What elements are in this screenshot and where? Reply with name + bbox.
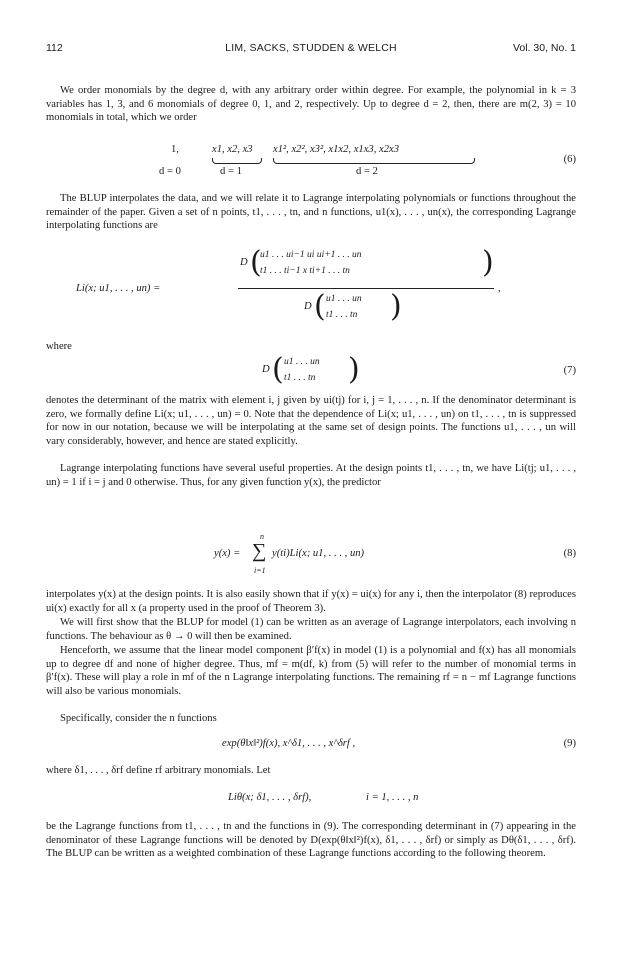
running-title: LIM, SACKS, STUDDEN & WELCH bbox=[225, 42, 397, 54]
eq6-group2: x1², x2², x3², x1x2, x1x3, x2x3 bbox=[273, 144, 400, 155]
equation-9 bbox=[46, 738, 576, 756]
eq6-label0: d = 0 bbox=[159, 166, 181, 177]
lagrange-comma: , bbox=[498, 283, 501, 294]
paragraph-henceforth: Henceforth, we assume that the linear model component β′f(x) in model (1) is a polynomial and f(x) has all monomials up to degree df and none of higher degree. Thus, mf = m(df, k) from (5) will refer to the number of monomial terms in β′f(x). These will play a role in mf of the n Lagrange interpolating functions. The remaining rf = n − mf Lagrange functions will also be various monomials. bbox=[46, 645, 576, 697]
page-header bbox=[46, 42, 576, 58]
lagrange-fraction-bar bbox=[238, 288, 494, 289]
equation-7: D ( u1 . . . un t1 . . . tn ) (7) bbox=[262, 352, 576, 387]
eq7-D: D bbox=[262, 364, 270, 375]
lagrange-lhs: Li(x; u1, . . . , un) = bbox=[76, 283, 161, 294]
paragraph-interpolates: interpolates y(x) at the design points. It is also easily shown that if y(x) = ui(x) for any i, then the interpolator (8) reproduces ui(x) exactly for all x (a property used in the proof of Theorem 3). bbox=[46, 589, 576, 614]
eq10-lhs: Liθ(x; δ1, . . . , δrf), bbox=[228, 792, 312, 803]
eq7-number: (7) bbox=[563, 365, 576, 376]
eq7-bot: t1 . . . tn bbox=[284, 373, 316, 383]
equation-lagrange-theta bbox=[46, 792, 576, 810]
equation-lagrange: Li(x; u1, . . . , un) = D ( u1 . . . ui−1 ui ui+1 . . . un t1 . . . ti−1 x ti+1 . . . tn ) D ( u1 . . . un t1 . . . tn ) , bbox=[76, 245, 501, 324]
equation-6 bbox=[46, 142, 576, 182]
eq8-lhs: y(x) = bbox=[214, 548, 241, 559]
lagrange-num-bot: t1 . . . ti−1 x ti+1 . . . tn bbox=[260, 266, 350, 276]
equation-8 bbox=[46, 532, 576, 578]
paragraph-theorem-intro: be the Lagrange functions from t1, . . . , tn and the functions in (9). The corresponding determinant in (7) appearing in the denominator of these Lagrange functions will be denoted by D(exp(θ‖x‖²)f(x), δ1, . . . , δrf) or simply as Dθ(δ1, . . . , δrf). The BLUP can be written as a weighted combination of these Lagrange functions according to the following theorem. bbox=[46, 821, 576, 860]
eq6-label1: d = 1 bbox=[220, 166, 242, 177]
lagrange-den-D: D bbox=[304, 301, 312, 312]
lagrange-num-D: D bbox=[240, 257, 248, 268]
paragraph-monomial-order: We order monomials by the degree d, with any arbitrary order within degree. For example, the polynomial in k = 3 variables has 1, 3, and 6 monomials of degree 0, 1, and 2, respectively. Up to degree d = 2, then, there are m(2, 3) = 10 monomials in total, which we order bbox=[46, 85, 576, 124]
volume-issue: Vol. 30, No. 1 bbox=[512, 42, 576, 54]
eq7-top: u1 . . . un bbox=[284, 357, 320, 367]
page-number: 112 bbox=[46, 42, 63, 54]
eq8-rhs: y(ti)Li(x; u1, . . . , un) bbox=[272, 548, 365, 559]
eq6-group0: 1, bbox=[171, 144, 179, 155]
paragraph-specifically: Specifically, consider the n functions bbox=[60, 713, 217, 724]
eq8-number: (8) bbox=[563, 548, 576, 559]
lagrange-num-top: u1 . . . ui−1 ui ui+1 . . . un bbox=[260, 250, 362, 260]
eq8-sum-top: n bbox=[260, 532, 264, 541]
eq9-body: exp(θ‖x‖²)f(x), x^δ1, . . . , x^δrf , bbox=[222, 738, 356, 749]
paragraph-blup-lagrange: The BLUP interpolates the data, and we will relate it to Lagrange interpolating polynomials or functions throughout the remainder of the paper. Given a set of n points, t1, . . . , tn, and n functions, u1(x), . . . , un(x), the corresponding Lagrange interpolating functions are bbox=[46, 193, 576, 232]
eq8-sum-bot: i=1 bbox=[254, 566, 266, 575]
eq10-range: i = 1, . . . , n bbox=[366, 792, 419, 803]
paragraph-where-delta: where δ1, . . . , δrf define rf arbitrary monomials. Let bbox=[46, 765, 271, 776]
where-label: where bbox=[46, 341, 72, 352]
paragraph-lagrange-properties: Lagrange interpolating functions have several useful properties. At the design points t1, . . . , tn, we have Li(tj; u1, . . . , un) = 1 if i = j and 0 otherwise. Thus, for any given function y(x), the predictor bbox=[46, 463, 576, 488]
lagrange-den-bot: t1 . . . tn bbox=[326, 310, 358, 320]
paragraph-determinant: denotes the determinant of the matrix with element i, j given by ui(tj) for i, j = 1, . . . , n. If the denominator determinant is zero, we formally define Li(x; u1, . . . , un) = 0. Note that the dependence of Li(x; u1, . . . , un) on t1, . . . , tn is suppressed for now in our notation, because we will be interpolating at the same set of design points. The functions u1, . . . , un will vary considerably, however, and hence are stated explicitly. bbox=[46, 395, 576, 447]
lagrange-den-top: u1 . . . un bbox=[326, 294, 362, 304]
eq6-number: (6) bbox=[563, 154, 576, 165]
eq6-group1: x1, x2, x3 bbox=[212, 144, 253, 155]
eq6-brace2 bbox=[273, 158, 475, 164]
eq9-number: (9) bbox=[563, 738, 576, 749]
eq8-sum-symbol: ∑ bbox=[252, 540, 267, 562]
paragraph-blup-average: We will first show that the BLUP for model (1) can be written as an average of Lagrange interpolators, each involving n functions. The behaviour as θ → 0 will then be examined. bbox=[46, 617, 576, 642]
eq6-label2: d = 2 bbox=[356, 166, 378, 177]
eq6-brace1 bbox=[212, 158, 262, 164]
